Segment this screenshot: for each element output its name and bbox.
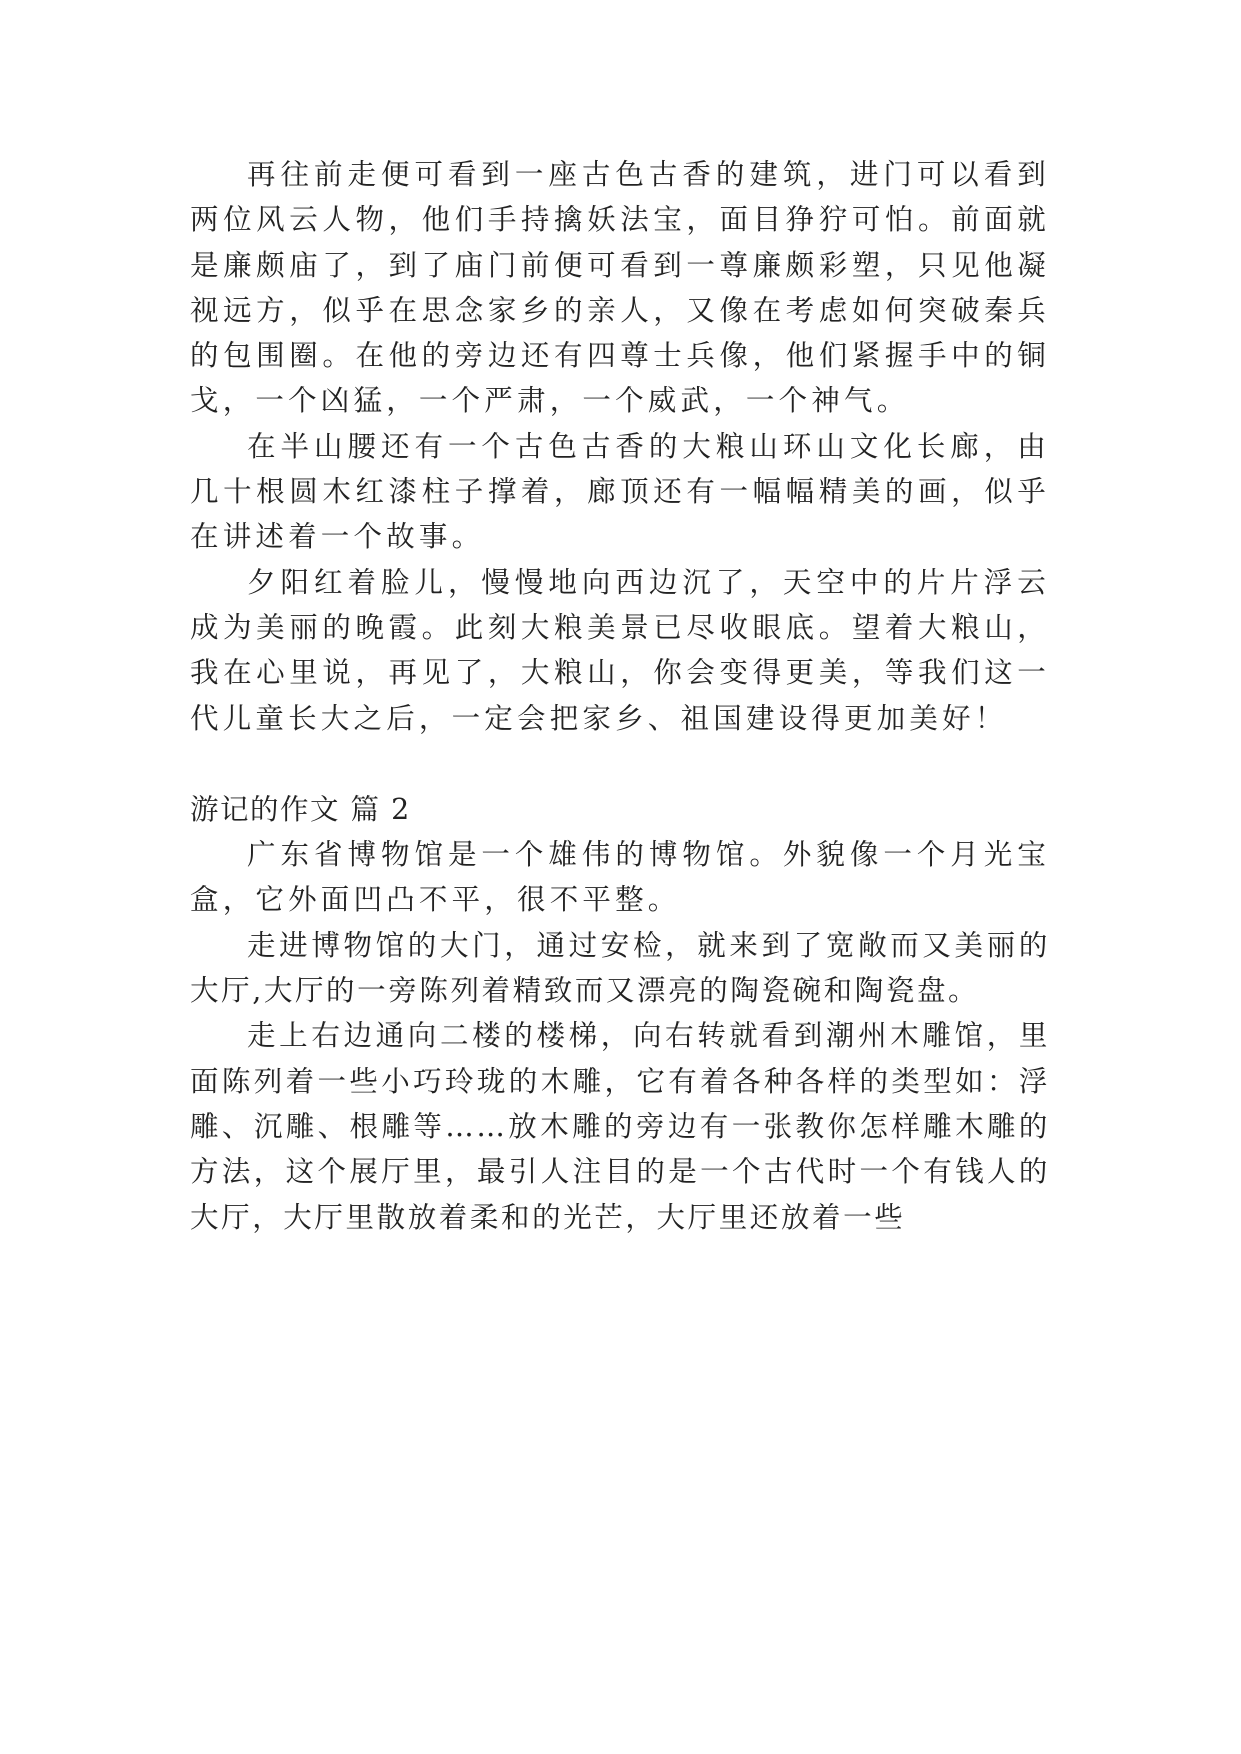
paragraph: 广东省博物馆是一个雄伟的博物馆。外貌像一个月光宝盒，它外面凹凸不平，很不平整。	[190, 838, 1050, 917]
paragraph: 走上右边通向二楼的楼梯，向右转就看到潮州木雕馆，里面陈列着一些小巧玲珑的木雕，它有着各种各样的类型如：浮雕、沉雕、根雕等……放木雕的旁边有一张教你怎样雕木雕的方法，这个展厅里，最引人注目的是一个古代时一个有钱人的大厅，大厅里散放着柔和的光芒，大厅里还放着一些	[190, 1019, 1050, 1234]
paragraph: 夕阳红着脸儿，慢慢地向西边沉了，天空中的片片浮云成为美丽的晚霞。此刻大粮美景已尽收眼底。望着大粮山，我在心里说，再见了，大粮山，你会变得更美，等我们这一代儿童长大之后，一定会把家乡、祖国建设得更加美好！	[190, 565, 1050, 735]
paragraph: 在半山腰还有一个古色古香的大粮山环山文化长廊，由几十根圆木红漆柱子撑着，廊顶还有一幅幅精美的画，似乎在讲述着一个故事。	[190, 429, 1050, 554]
section-heading: 游记的作文 篇 2	[190, 792, 411, 826]
paragraph: 再往前走便可看到一座古色古香的建筑，进门可以看到两位风云人物，他们手持擒妖法宝，面目狰狞可怕。前面就是廉颇庙了，到了庙门前便可看到一尊廉颇彩塑，只见他凝视远方，似乎在思念家乡的亲人，又像在考虑如何突破秦兵的包围圈。在他的旁边还有四尊士兵像，他们紧握手中的铜戈，一个凶猛，一个严肃，一个威武，一个神气。	[190, 158, 1050, 418]
document-body	[190, 152, 1050, 1240]
paragraph: 走进博物馆的大门，通过安检，就来到了宽敞而又美丽的大厅,大厅的一旁陈列着精致而又漂亮的陶瓷碗和陶瓷盘。	[190, 928, 1050, 1008]
